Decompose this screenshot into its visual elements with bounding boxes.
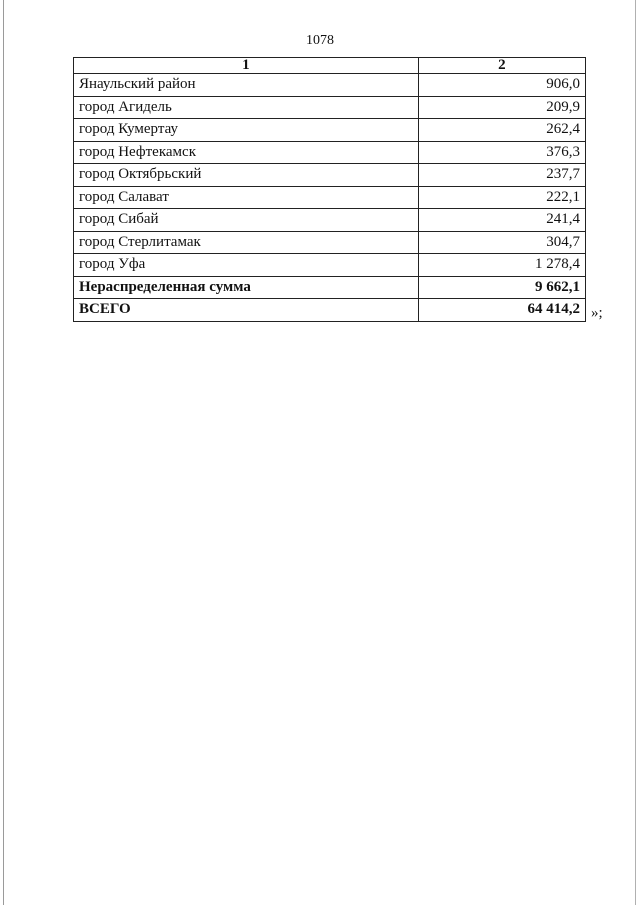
table-row — [74, 276, 586, 299]
row-name-cell: город Нефтекамск — [74, 141, 419, 164]
table-row — [74, 141, 586, 164]
row-name-cell: город Октябрьский — [74, 164, 419, 187]
row-value-cell: 237,7 — [418, 164, 585, 187]
table-row — [74, 119, 586, 142]
table-row — [74, 186, 586, 209]
scan-left-edge — [3, 0, 4, 905]
row-name-cell: город Салават — [74, 186, 419, 209]
column-header-1: 1 — [74, 58, 419, 74]
column-header-2: 2 — [418, 58, 585, 74]
page-number: 1078 — [306, 33, 334, 48]
table-row — [74, 254, 586, 277]
table-row — [74, 209, 586, 232]
table-row — [74, 299, 586, 322]
row-value-cell: 1 278,4 — [418, 254, 585, 277]
row-value-cell: 241,4 — [418, 209, 585, 232]
row-value-cell: 906,0 — [418, 74, 585, 97]
closing-quote-mark: »; — [591, 305, 603, 321]
row-name-cell: город Сибай — [74, 209, 419, 232]
table-row — [74, 96, 586, 119]
row-value-cell: 222,1 — [418, 186, 585, 209]
row-name-cell: ВСЕГО — [74, 299, 419, 322]
row-value-cell: 376,3 — [418, 141, 585, 164]
table-header-row — [74, 58, 586, 74]
row-name-cell: Янаульский район — [74, 74, 419, 97]
row-value-cell: 304,7 — [418, 231, 585, 254]
table-row — [74, 231, 586, 254]
row-name-cell: город Кумертау — [74, 119, 419, 142]
scan-right-edge — [635, 0, 636, 905]
table-row — [74, 74, 586, 97]
row-name-cell: город Стерлитамак — [74, 231, 419, 254]
row-name-cell: город Уфа — [74, 254, 419, 277]
row-value-cell: 64 414,2 — [418, 299, 585, 322]
data-table — [73, 57, 586, 322]
table-body — [74, 74, 586, 322]
row-value-cell: 209,9 — [418, 96, 585, 119]
row-name-cell: Нераспределенная сумма — [74, 276, 419, 299]
row-name-cell: город Агидель — [74, 96, 419, 119]
row-value-cell: 9 662,1 — [418, 276, 585, 299]
table-row — [74, 164, 586, 187]
row-value-cell: 262,4 — [418, 119, 585, 142]
